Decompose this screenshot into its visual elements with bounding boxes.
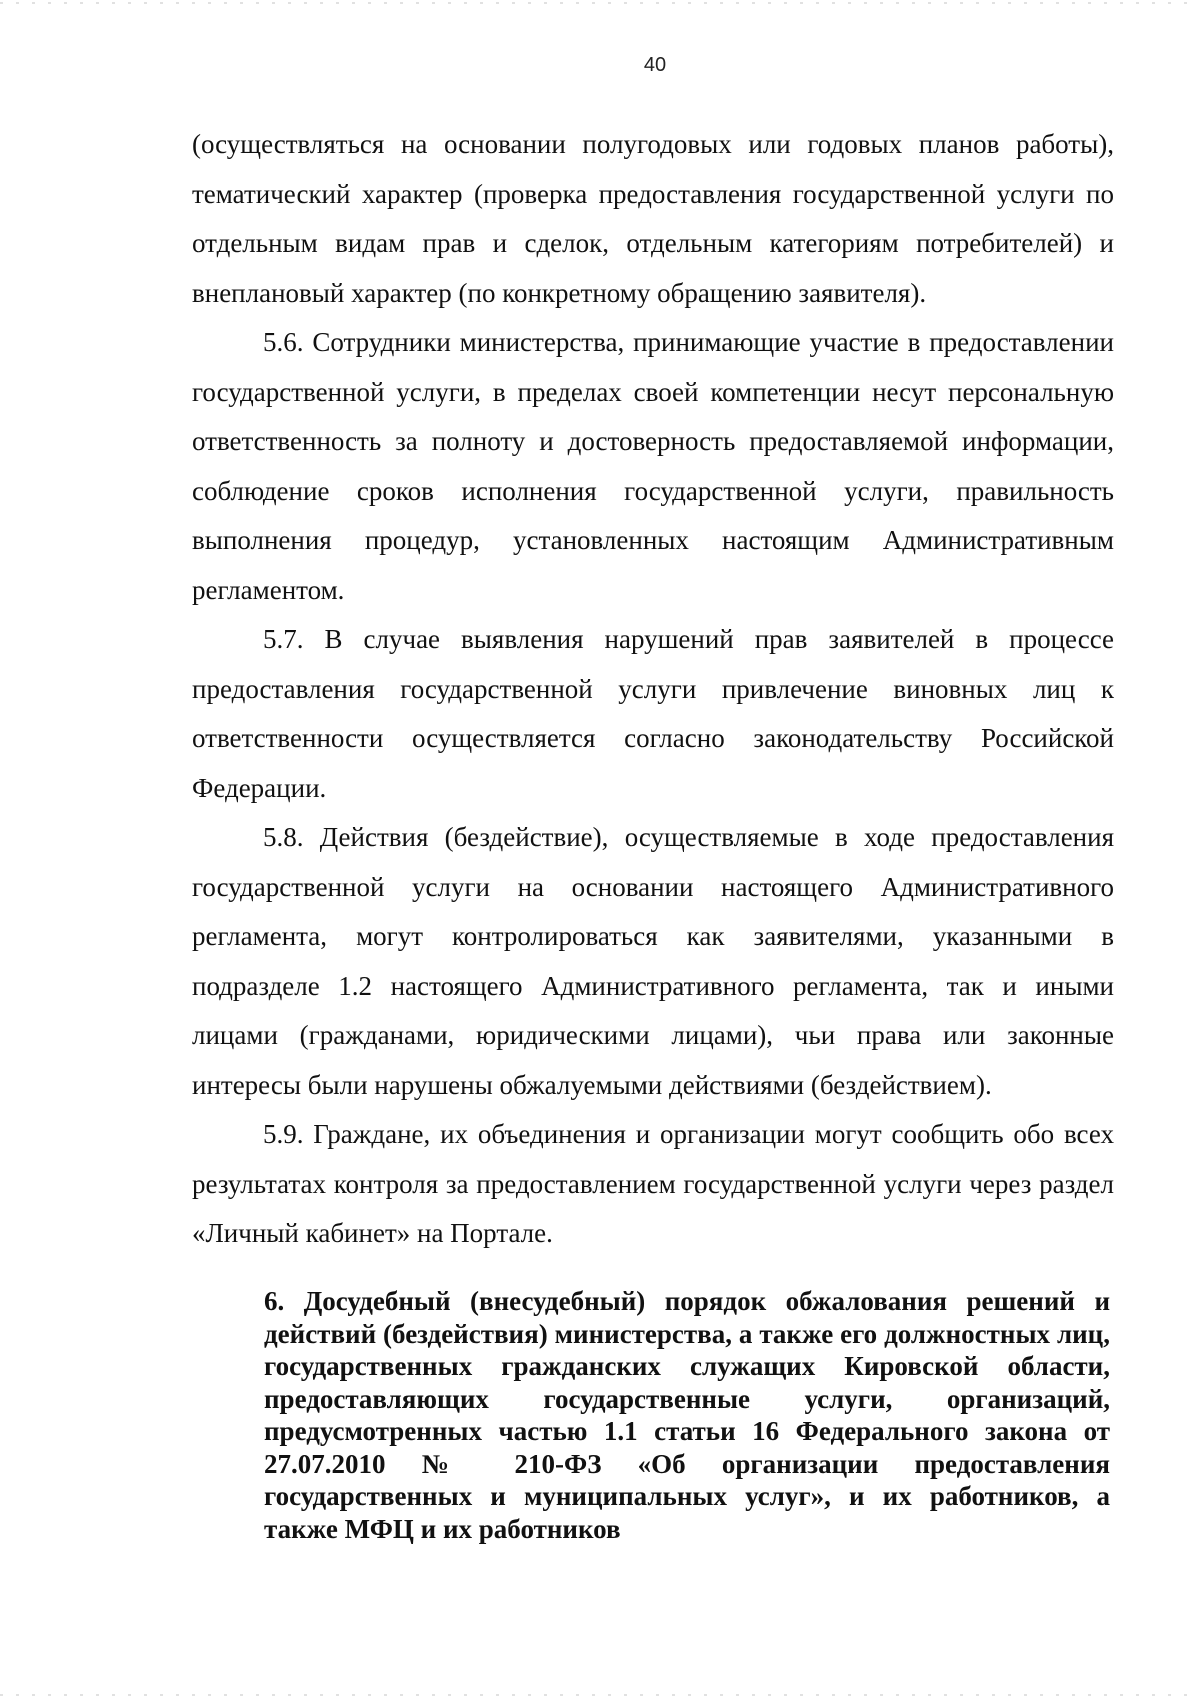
paragraph-continuation: (осуществляться на основании полугодовых или годовых планов работы), тематический характер (проверка предоставления государственной услуги по отдельным видам прав и сделок, отдельным категориям потребителей) и внеплановый характер (по конкретному обращению заявителя). <box>192 129 1114 308</box>
paragraph-5-7: 5.7. В случае выявления нарушений прав заявителей в процессе предоставления государственной услуги привлечение виновных лиц к ответственности осуществляется согласно законодательству Российской Федерации. <box>192 624 1114 803</box>
body-text <box>192 120 1114 1259</box>
paragraph-5-6: 5.6. Сотрудники министерства, принимающие участие в предоставлении государственной услуги, в пределах своей компетенции несут персональную ответственность за полноту и достоверность предоставляемой информации, соблюдение сроков исполнения государственной услуги, правильность выполнения процедур, установленных настоящим Административным регламентом. <box>192 327 1114 605</box>
paragraph-5-9: 5.9. Граждане, их объединения и организации могут сообщить обо всех результатах контроля за предоставлением государственной услуги через раздел «Личный кабинет» на Портале. <box>192 1119 1114 1248</box>
page-number: 40 <box>643 54 667 76</box>
scan-edge-top <box>0 2 1200 4</box>
scan-edge-bottom <box>0 1694 1200 1696</box>
paragraph-5-8: 5.8. Действия (бездействие), осуществляемые в ходе предоставления государственной услуги на основании настоящего Административного регламента, могут контролироваться как заявителями, указанными в подразделе 1.2 настоящего Административного регламента, так и иными лицами (гражданами, юридическими лицами), чьи права или законные интересы были нарушены обжалуемыми действиями (бездействием). <box>192 822 1114 1100</box>
section-heading: 6. Досудебный (внесудебный) порядок обжалования решений и действий (бездействия) министерства, а также его должностных лиц, государственных гражданских служащих Кировской области, предоставляющих государственные услуги, организаций, предусмотренных частью 1.1 статьи 16 Федерального закона от 27.07.2010 № 210-ФЗ «Об организации предоставления государственных и муниципальных услуг», и их работников, а также МФЦ и их работников <box>264 1286 1110 1544</box>
